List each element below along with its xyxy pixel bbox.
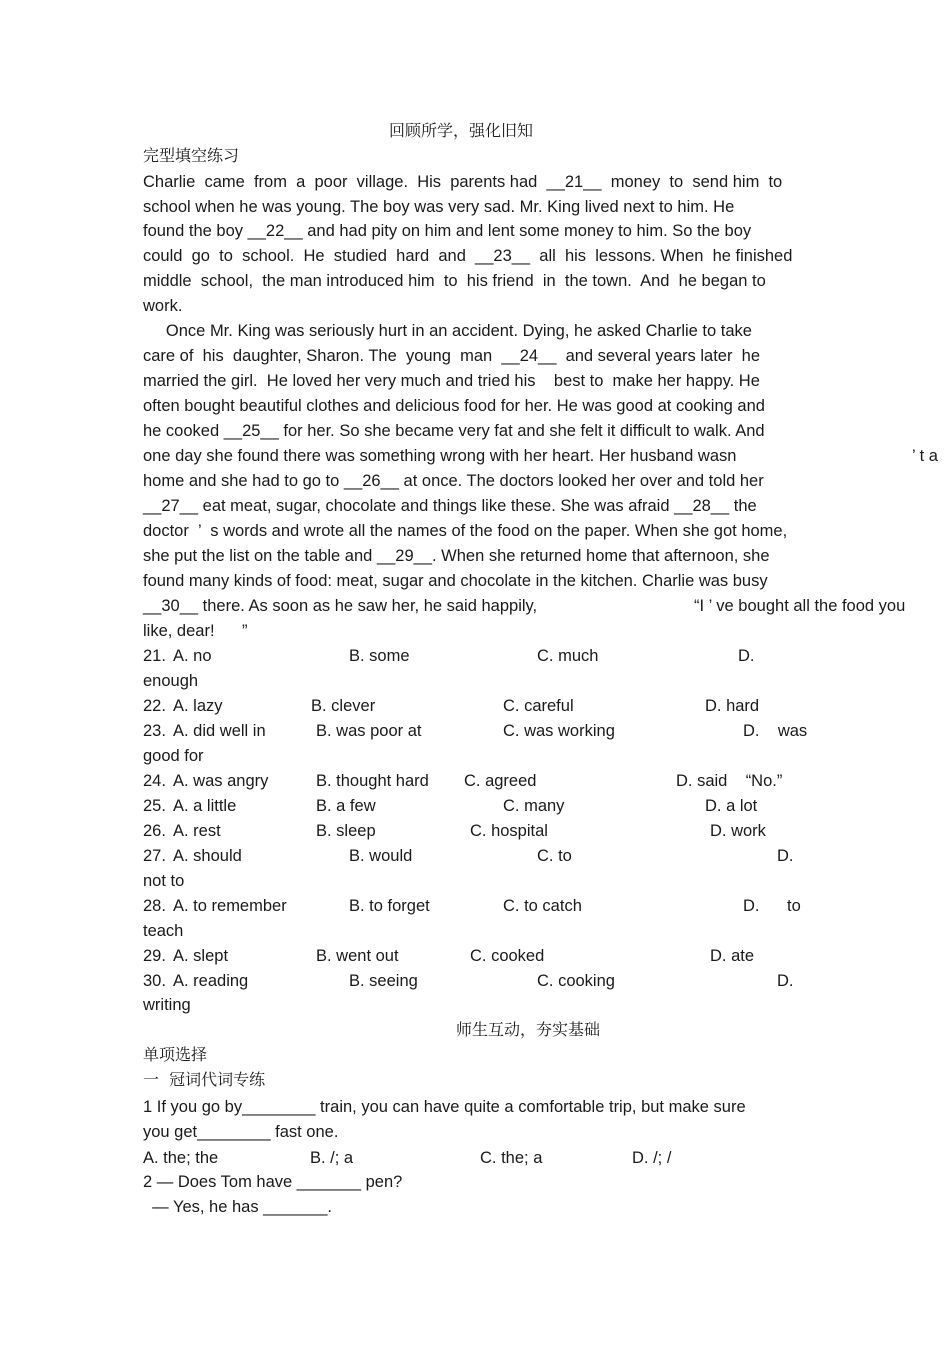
- option-a: A. rest: [173, 822, 221, 840]
- option-d: D.: [777, 972, 794, 990]
- option-a: A. lazy: [173, 697, 223, 715]
- option-c: C. careful: [503, 697, 574, 715]
- section-label-cloze: 完型填空练习: [143, 146, 240, 165]
- section-title-interaction: 师生互动，夯实基础: [456, 1020, 601, 1039]
- section-label-single-choice: 单项选择: [143, 1045, 208, 1064]
- option-c: C. was working: [503, 722, 615, 740]
- passage-line: he cooked __25__ for her. So she became very fat and she felt it difficult to walk. And: [143, 422, 765, 440]
- option-b: B. thought hard: [316, 772, 429, 790]
- passage-overflow-fragment: ’ t a: [912, 447, 938, 465]
- option-d-wrap: writing: [143, 996, 191, 1014]
- option-a: A. a little: [173, 797, 237, 815]
- question-number: 28.: [143, 897, 166, 915]
- option-a: A. slept: [173, 947, 229, 965]
- option-b: B. to forget: [349, 897, 430, 915]
- option-c: C. to: [537, 847, 572, 865]
- passage-line: she put the list on the table and __29__. When she returned home that afternoon, she: [143, 547, 770, 565]
- passage-line: work.: [143, 297, 183, 315]
- option-d: D. to: [743, 897, 801, 915]
- passage-line: one day she found there was something wrong with her heart. Her husband wasn: [143, 447, 737, 465]
- option-c: C. cooking: [537, 972, 615, 990]
- passage-line: doctor ’ s words and wrote all the names of the food on the paper. When she got home,: [143, 522, 788, 540]
- question-number: 21.: [143, 647, 166, 665]
- option-c: C. agreed: [464, 772, 537, 790]
- option-b: B. would: [349, 847, 413, 865]
- passage-line: middle school, the man introduced him to his friend in the town. And he began to: [143, 272, 766, 290]
- section-title-review: 回顾所学，强化旧知: [389, 121, 534, 140]
- option-d: D.: [738, 647, 755, 665]
- option-d: D.: [777, 847, 794, 865]
- question-number: 29.: [143, 947, 166, 965]
- option-b: B. some: [349, 647, 410, 665]
- option-d: D. was: [743, 722, 808, 740]
- option-d: D. a lot: [705, 797, 758, 815]
- option-b: B. a few: [316, 797, 376, 815]
- option-c: C. much: [537, 647, 599, 665]
- passage-line: school when he was young. The boy was very sad. Mr. King lived next to him. He: [143, 198, 735, 216]
- option-b: B. seeing: [349, 972, 418, 990]
- option-c: C. cooked: [470, 947, 545, 965]
- option-d-wrap: teach: [143, 922, 184, 940]
- question-text: 2 — Does Tom have _______ pen?: [143, 1173, 403, 1191]
- passage-overflow-fragment: “I ’ ve bought all the food you: [694, 597, 906, 615]
- option-c: C. to catch: [503, 897, 582, 915]
- question-text: you get________ fast one.: [143, 1123, 339, 1141]
- question-number: 22.: [143, 697, 166, 715]
- passage-line: __27__ eat meat, sugar, chocolate and things like these. She was afraid __28__ the: [143, 497, 757, 515]
- option-b: B. clever: [311, 697, 376, 715]
- question-number: 25.: [143, 797, 166, 815]
- subsection-label-articles-pronouns: 一 冠词代词专练: [143, 1070, 266, 1089]
- option-d-wrap: not to: [143, 872, 185, 890]
- passage-line: often bought beautiful clothes and delicious food for her. He was good at cooking and: [143, 397, 765, 415]
- option-d: D. ate: [710, 947, 755, 965]
- passage-line: could go to school. He studied hard and __23__ all his lessons. When he finished: [143, 247, 793, 265]
- question-number: 23.: [143, 722, 166, 740]
- option-d-wrap: good for: [143, 747, 204, 765]
- option-b: B. went out: [316, 947, 399, 965]
- option-a: A. to remember: [173, 897, 287, 915]
- passage-line: married the girl. He loved her very much and tried his best to make her happy. He: [143, 372, 760, 390]
- question-number: 27.: [143, 847, 166, 865]
- option-a: A. the; the: [143, 1149, 219, 1167]
- option-c: C. many: [503, 797, 565, 815]
- option-a: A. should: [173, 847, 242, 865]
- passage-line: home and she had to go to __26__ at once. The doctors looked her over and told her: [143, 472, 764, 490]
- option-a: A. reading: [173, 972, 249, 990]
- question-text: 1 If you go by________ train, you can have quite a comfortable trip, but make sure: [143, 1098, 746, 1116]
- question-number: 24.: [143, 772, 166, 790]
- option-d: D. said “No.”: [676, 772, 783, 790]
- question-text: — Yes, he has _______.: [143, 1198, 332, 1216]
- question-number: 30.: [143, 972, 166, 990]
- option-d: D. /; /: [632, 1149, 672, 1167]
- option-d-wrap: enough: [143, 672, 199, 690]
- passage-line: like, dear! ”: [143, 622, 248, 640]
- option-a: A. no: [173, 647, 212, 665]
- option-c: C. the; a: [480, 1149, 543, 1167]
- passage-line: found the boy __22__ and had pity on him and lent some money to him. So the boy: [143, 222, 752, 240]
- option-b: B. /; a: [310, 1149, 354, 1167]
- passage-line: care of his daughter, Sharon. The young man __24__ and several years later he: [143, 347, 761, 365]
- option-b: B. sleep: [316, 822, 376, 840]
- option-a: A. did well in: [173, 722, 266, 740]
- option-d: D. work: [710, 822, 766, 840]
- passage-line: Charlie came from a poor village. His parents had __21__ money to send him to: [143, 173, 783, 191]
- question-number: 26.: [143, 822, 166, 840]
- passage-line: __30__ there. As soon as he saw her, he said happily,: [143, 597, 538, 615]
- option-c: C. hospital: [470, 822, 548, 840]
- option-b: B. was poor at: [316, 722, 422, 740]
- option-a: A. was angry: [173, 772, 269, 790]
- option-d: D. hard: [705, 697, 760, 715]
- passage-line: Once Mr. King was seriously hurt in an accident. Dying, he asked Charlie to take: [143, 322, 752, 340]
- passage-line: found many kinds of food: meat, sugar and chocolate in the kitchen. Charlie was busy: [143, 572, 768, 590]
